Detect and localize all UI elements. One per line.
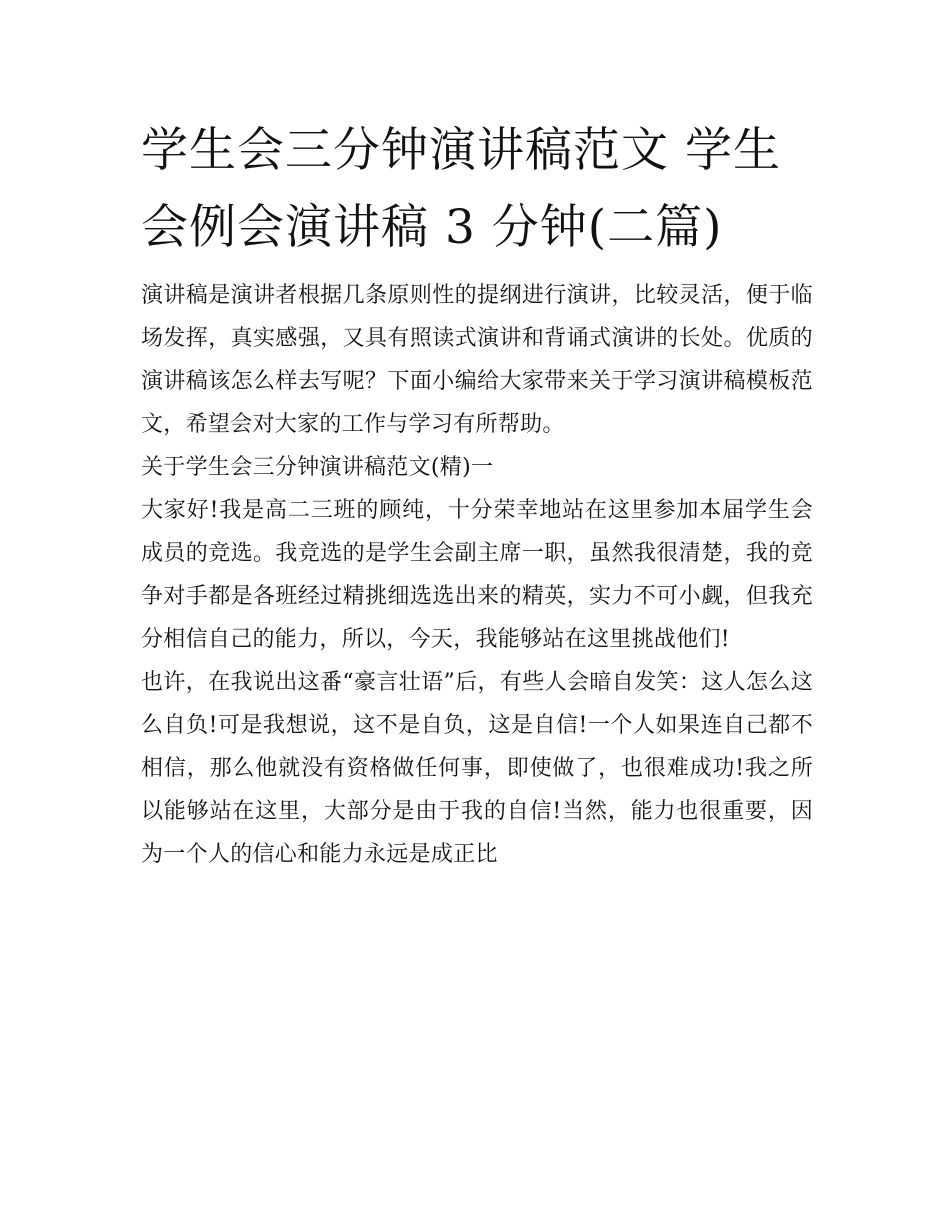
body-paragraph: 大家好!我是高二三班的顾纯，十分荣幸地站在这里参加本届学生会成员的竞选。我竞选的是学生会副主席一职，虽然我很清楚，我的竞争对手都是各班经过精挑细选选出来的精英，实力不可小觑，但我充分相信自己的能力，所以，今天，我能够站在这里挑战他们! bbox=[141, 498, 813, 652]
document-title-line: 会例会演讲稿 3 分钟(二篇) bbox=[141, 200, 723, 255]
body-paragraph: 也许，在我说出这番“豪言壮语”后，有些人会暗自发笑：这人怎么这么自负!可是我想说，这不是自负，这是自信!一个人如果连自己都不相信，那么他就没有资格做任何事，即使做了，也很难成功!我之所以能够站在这里，大部分是由于我的自信!当然，能力也很重要，因为一个人的信心和能力永远是成正比 bbox=[141, 670, 813, 867]
document-content bbox=[141, 112, 813, 876]
section-heading: 关于学生会三分钟演讲稿范文(精)一 bbox=[141, 455, 494, 480]
document-title-line: 学生会三分钟演讲稿范文 学生 bbox=[141, 123, 781, 178]
intro-paragraph: 演讲稿是演讲者根据几条原则性的提纲进行演讲，比较灵活，便于临场发挥，真实感强，又具有照读式演讲和背诵式演讲的长处。优质的演讲稿该怎么样去写呢？下面小编给大家带来关于学习演讲稿模板范文，希望会对大家的工作与学习有所帮助。 bbox=[141, 283, 813, 437]
document-body bbox=[141, 274, 813, 876]
document-title bbox=[141, 112, 813, 266]
